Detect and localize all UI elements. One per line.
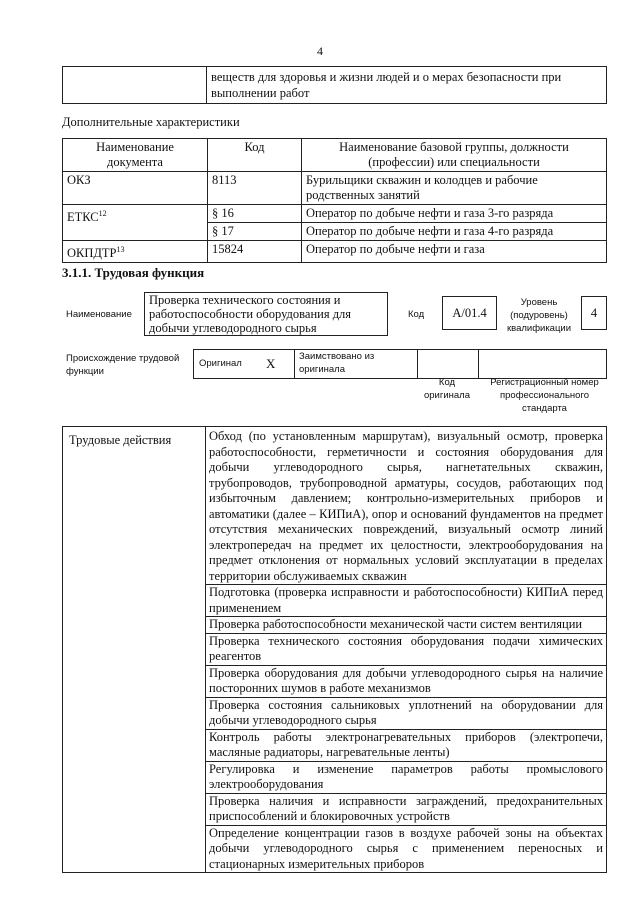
table-row bbox=[63, 241, 607, 263]
action-item: Определение концентрации газов в воздухе рабочей зоны на объектах добычи углеводородного сырья с применением переносных и стационарных измерительных приборов bbox=[206, 825, 607, 873]
origin-label: Происхождение трудовой функции bbox=[66, 353, 180, 377]
header-group: Наименование базовой группы, должности (профессии) или специальности bbox=[302, 139, 607, 172]
actions-table bbox=[62, 426, 607, 873]
level-label: Уровень (подуровень) квалификации bbox=[506, 297, 572, 334]
doc-name: ОКЗ bbox=[67, 173, 91, 187]
continued-table bbox=[62, 66, 607, 104]
name-cell: Оператор по добыче нефти и газа bbox=[302, 241, 607, 263]
additional-title: Дополнительные характеристики bbox=[62, 115, 240, 129]
level-value: 4 bbox=[581, 296, 607, 330]
doc-cell bbox=[63, 241, 208, 263]
action-item: Обход (по установленным маршрутам), визуальный осмотр, проверка работоспособности, герметичности и состояния оборудования для добычи углеводородного сырья, нагнетательных скважин, трубопроводов, трубопроводной арматуры, сосудов, работающих под избыточным давлением; контрольно-измерительных приборов и автоматики (далее – КИПиА), опор и оснований фундаментов на предмет отсутствия механических повреждений, визуальный осмотр линий электропередач на предмет их целостности, электрооборудования на предмет отклонения от нормальных условий эксплуатации в пределах территории обслуживаемых скважин bbox=[206, 427, 607, 585]
function-name: Проверка технического состояния и работоспособности оборудования для добычи углеводородного сырья bbox=[144, 292, 388, 336]
name-cell: Оператор по добыче нефти и газа 4-го разряда bbox=[302, 223, 607, 241]
action-item: Контроль работы электронагревательных приборов (электропечи, масляные радиаторы, нагревательные ленты) bbox=[206, 729, 607, 761]
name-label: Наименование bbox=[66, 309, 132, 320]
continued-text: веществ для здоровья и жизни людей и о мерах безопасности при выполнении работ bbox=[207, 67, 607, 104]
page-number: 4 bbox=[317, 44, 323, 58]
code-label: Код bbox=[408, 309, 425, 320]
function-code: А/01.4 bbox=[442, 296, 497, 330]
name-cell: Бурильщики скважин и колодцев и рабочие родственных занятий bbox=[302, 172, 607, 205]
action-item: Проверка работоспособности механической части систем вентиляции bbox=[206, 617, 607, 634]
action-item: Регулировка и изменение параметров работы промыслового электрооборудования bbox=[206, 761, 607, 793]
code-cell: § 16 bbox=[208, 205, 302, 223]
action-item: Проверка технического состояния оборудования подачи химических реагентов bbox=[206, 633, 607, 665]
header-code: Код bbox=[208, 139, 302, 172]
action-item: Проверка состояния сальниковых уплотнений на оборудовании для добычи углеводородного сырья bbox=[206, 697, 607, 729]
footnote-mark: 13 bbox=[116, 245, 125, 254]
table-row bbox=[63, 205, 607, 223]
origin-divider bbox=[417, 349, 418, 379]
action-item: Проверка наличия и исправности заграждений, предохранительных приспособлений и блокировочных устройств bbox=[206, 793, 607, 825]
header-document: Наименование документа bbox=[63, 139, 208, 172]
name-cell: Оператор по добыче нефти и газа 3-го разряда bbox=[302, 205, 607, 223]
doc-cell bbox=[63, 205, 208, 241]
actions-label: Трудовые действия bbox=[63, 427, 206, 873]
origin-divider bbox=[294, 349, 295, 379]
doc-cell bbox=[63, 172, 208, 205]
action-item: Подготовка (проверка исправности и работоспособности) КИПиА перед применением bbox=[206, 585, 607, 617]
code-original-label: Код оригинала bbox=[423, 377, 470, 401]
original-mark: X bbox=[266, 356, 276, 371]
code-cell: 15824 bbox=[208, 241, 302, 263]
additional-table bbox=[62, 138, 607, 263]
table-row bbox=[63, 427, 607, 585]
origin-divider bbox=[478, 349, 479, 379]
doc-name: ЕТКС bbox=[67, 210, 99, 225]
code-cell: 8113 bbox=[208, 172, 302, 205]
reg-number-label: Регистрационный номер профессионального стандарта bbox=[490, 377, 599, 414]
doc-name: ОКПДТР bbox=[67, 246, 117, 261]
original-label: Оригинал bbox=[199, 358, 242, 369]
footnote-mark: 12 bbox=[98, 209, 107, 218]
borrowed-label: Заимствовано из оригинала bbox=[299, 351, 375, 375]
code-cell: § 17 bbox=[208, 223, 302, 241]
action-item: Проверка оборудования для добычи углеводородного сырья на наличие посторонних шумов в работе механизмов bbox=[206, 665, 607, 697]
table-row bbox=[63, 172, 607, 205]
function-title: 3.1.1. Трудовая функция bbox=[62, 265, 205, 280]
empty-cell bbox=[63, 67, 207, 104]
